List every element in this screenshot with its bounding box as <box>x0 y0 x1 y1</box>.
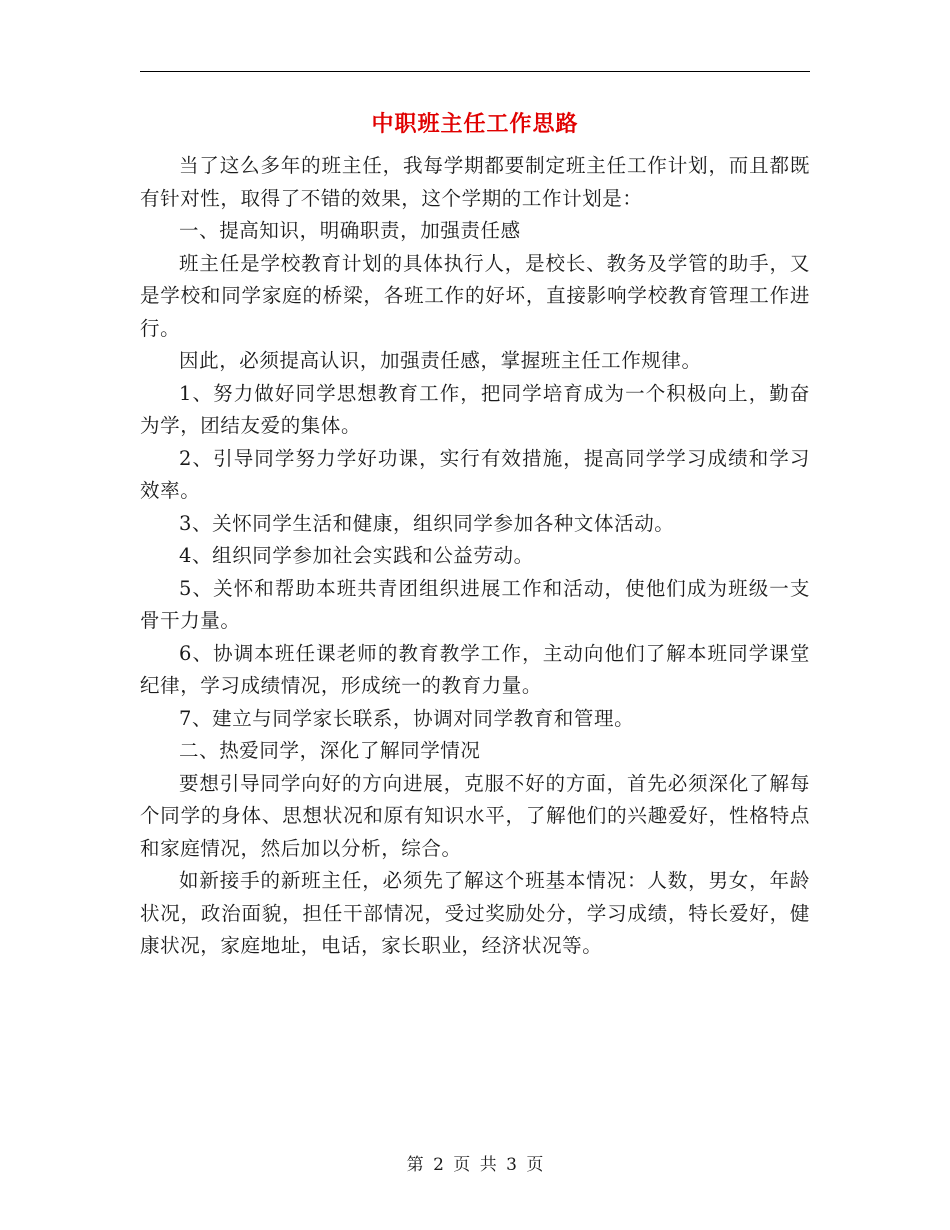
paragraph: 如新接手的新班主任，必须先了解这个班基本情况：人数，男女，年龄状况，政治面貌，担任干部情况，受过奖励处分，学习成绩，特长爱好，健康状况，家庭地址，电话，家长职业，经济状况等。 <box>140 869 810 957</box>
page-number-footer: 第 2 页 共 3 页 <box>406 1155 544 1175</box>
list-item: 5、关怀和帮助本班共青团组织进展工作和活动，使他们成为班级一支骨干力量。 <box>140 576 810 632</box>
section-heading-2: 二、热爱同学，深化了解同学情况 <box>179 739 481 762</box>
document-title: 中职班主任工作思路 <box>371 111 579 137</box>
list-item: 7、建立与同学家长联系，协调对同学教育和管理。 <box>179 706 635 730</box>
list-item: 3、关怀同学生活和健康，组织同学参加各种文体活动。 <box>179 511 675 535</box>
list-item: 2、引导同学努力学好功课，实行有效措施，提高同学学习成绩和学习效率。 <box>140 446 810 502</box>
list-item: 4、组织同学参加社会实践和公益劳动。 <box>179 544 534 567</box>
list-item: 1、努力做好同学思想教育工作，把同学培育成为一个积极向上，勤奋为学，团结友爱的集体。 <box>140 381 810 437</box>
document-body <box>140 150 810 963</box>
paragraph: 班主任是学校教育计划的具体执行人，是校长、教务及学管的助手，又是学校和同学家庭的桥梁，各班工作的好坏，直接影响学校教育管理工作进行。 <box>140 251 810 340</box>
paragraph: 因此，必须提高认识，加强责任感，掌握班主任工作规律。 <box>179 349 702 372</box>
paragraph-intro: 当了这么多年的班主任，我每学期都要制定班主任工作计划，而且都既有针对性，取得了不错的效果，这个学期的工作计划是： <box>140 154 810 210</box>
section-heading-1: 一、提高知识，明确职责，加强责任感 <box>179 219 521 242</box>
paragraph: 要想引导同学向好的方向进展，克服不好的方面，首先必须深化了解每个同学的身体、思想状况和原有知识水平，了解他们的兴趣爱好，性格特点和家庭情况，然后加以分析，综合。 <box>140 771 810 860</box>
header-rule <box>140 71 810 72</box>
list-item: 6、协调本班任课老师的教育教学工作，主动向他们了解本班同学课堂纪律，学习成绩情况，形成统一的教育力量。 <box>140 641 810 697</box>
